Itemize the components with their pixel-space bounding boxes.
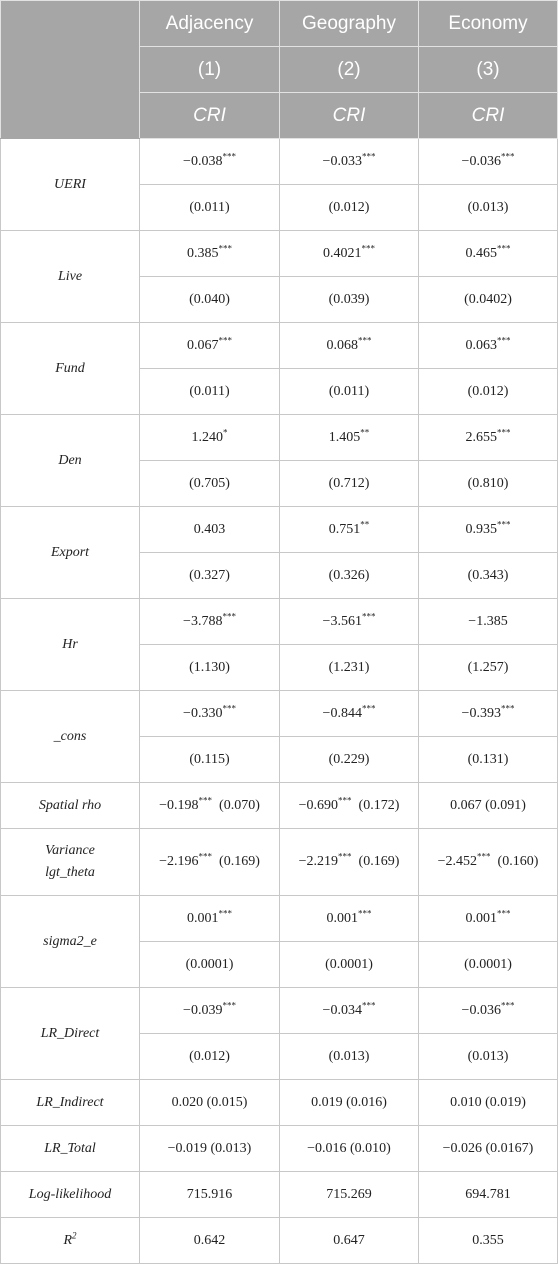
coef-cell: −3.788***	[140, 599, 280, 645]
se-cell: (0.712)	[280, 461, 419, 507]
coef-cell: 1.240*	[140, 415, 280, 461]
table-row	[1, 896, 558, 942]
row-label-live: Live	[1, 231, 140, 323]
value-cell: 0.019 (0.016)	[280, 1080, 419, 1126]
coef-cell: −0.844***	[280, 691, 419, 737]
row-label-ueri: UERI	[1, 139, 140, 231]
coef-cell: 0.067***	[140, 323, 280, 369]
row-label-export: Export	[1, 507, 140, 599]
row-label-variance-lgt-theta: Variance lgt_theta	[1, 829, 140, 896]
coef-cell: 2.655***	[419, 415, 558, 461]
se-cell: (0.040)	[140, 277, 280, 323]
table-row	[1, 599, 558, 645]
table-row	[1, 829, 558, 896]
coef-se-cell: 0.067 (0.091)	[419, 783, 558, 829]
se-cell: (0.0402)	[419, 277, 558, 323]
row-label-r-squared: $R^2$	[1, 1218, 140, 1264]
table-row	[1, 139, 558, 185]
row-label-lr-total: LR_Total	[1, 1126, 140, 1172]
row-label-lr-indirect: LR_Indirect	[1, 1080, 140, 1126]
table-row	[1, 1126, 558, 1172]
se-cell: (0.039)	[280, 277, 419, 323]
row-label-spatial-rho: Spatial rho	[1, 783, 140, 829]
value-cell: 0.355	[419, 1218, 558, 1264]
header-model-economy: Economy	[419, 1, 558, 47]
se-cell: (0.012)	[419, 369, 558, 415]
header-dependent-variable: CRI	[140, 93, 280, 139]
se-cell: (0.0001)	[419, 942, 558, 988]
coef-cell: 0.751**	[280, 507, 419, 553]
se-cell: (0.011)	[140, 369, 280, 415]
row-label-lr-direct: LR_Direct	[1, 988, 140, 1080]
se-cell: (0.810)	[419, 461, 558, 507]
coef-cell: −0.036***	[419, 988, 558, 1034]
row-label-log-likelihood: Log-likelihood	[1, 1172, 140, 1218]
coef-cell: −0.330***	[140, 691, 280, 737]
table-body	[1, 139, 558, 1264]
coef-cell: −0.033***	[280, 139, 419, 185]
row-label-hr: Hr	[1, 599, 140, 691]
coef-cell: 0.068***	[280, 323, 419, 369]
header-number: (1)	[140, 47, 280, 93]
value-cell: 0.010 (0.019)	[419, 1080, 558, 1126]
table-row	[1, 415, 558, 461]
value-cell: −0.016 (0.010)	[280, 1126, 419, 1172]
coef-cell: 0.935***	[419, 507, 558, 553]
table-row	[1, 507, 558, 553]
coef-cell: −1.385	[419, 599, 558, 645]
coef-cell: −0.034***	[280, 988, 419, 1034]
table-row	[1, 323, 558, 369]
se-cell: (0.011)	[140, 185, 280, 231]
coef-cell: −0.038***	[140, 139, 280, 185]
table-row	[1, 1172, 558, 1218]
row-label-fund: Fund	[1, 323, 140, 415]
se-cell: (0.013)	[280, 1034, 419, 1080]
header-corner	[1, 1, 140, 139]
header-number: (2)	[280, 47, 419, 93]
value-cell: 0.020 (0.015)	[140, 1080, 280, 1126]
se-cell: (0.229)	[280, 737, 419, 783]
se-cell: (0.705)	[140, 461, 280, 507]
table-row	[1, 783, 558, 829]
header-number: (3)	[419, 47, 558, 93]
se-cell: (0.012)	[140, 1034, 280, 1080]
se-cell: (0.343)	[419, 553, 558, 599]
coef-se-cell: −2.452*** (0.160)	[419, 829, 558, 896]
table-row	[1, 1218, 558, 1264]
se-cell: (1.130)	[140, 645, 280, 691]
row-label-cons: _cons	[1, 691, 140, 783]
value-cell: 0.647	[280, 1218, 419, 1264]
header-model-adjacency: Adjacency	[140, 1, 280, 47]
value-cell: 715.269	[280, 1172, 419, 1218]
table-row	[1, 988, 558, 1034]
coef-cell: 0.385***	[140, 231, 280, 277]
se-cell: (0.012)	[280, 185, 419, 231]
se-cell: (1.231)	[280, 645, 419, 691]
coef-se-cell: −2.219*** (0.169)	[280, 829, 419, 896]
value-cell: −0.026 (0.0167)	[419, 1126, 558, 1172]
header-dependent-variable: CRI	[419, 93, 558, 139]
se-cell: (0.131)	[419, 737, 558, 783]
coef-se-cell: −2.196*** (0.169)	[140, 829, 280, 896]
table-row	[1, 691, 558, 737]
se-cell: (0.327)	[140, 553, 280, 599]
se-cell: (0.011)	[280, 369, 419, 415]
se-cell: (1.257)	[419, 645, 558, 691]
se-cell: (0.0001)	[140, 942, 280, 988]
se-cell: (0.013)	[419, 1034, 558, 1080]
coef-cell: 0.403	[140, 507, 280, 553]
value-cell: 0.642	[140, 1218, 280, 1264]
se-cell: (0.013)	[419, 185, 558, 231]
coef-cell: 0.465***	[419, 231, 558, 277]
table-row	[1, 1080, 558, 1126]
se-cell: (0.115)	[140, 737, 280, 783]
coef-cell: −0.036***	[419, 139, 558, 185]
se-cell: (0.0001)	[280, 942, 419, 988]
row-label-sigma2-e: sigma2_e	[1, 896, 140, 988]
se-cell: (0.326)	[280, 553, 419, 599]
coef-cell: 0.001***	[419, 896, 558, 942]
header-model-geography: Geography	[280, 1, 419, 47]
coef-cell: 1.405**	[280, 415, 419, 461]
coef-cell: 0.063***	[419, 323, 558, 369]
value-cell: 694.781	[419, 1172, 558, 1218]
header-dependent-variable: CRI	[280, 93, 419, 139]
coef-cell: 0.001***	[140, 896, 280, 942]
row-label-den: Den	[1, 415, 140, 507]
value-cell: 715.916	[140, 1172, 280, 1218]
coef-cell: 0.001***	[280, 896, 419, 942]
table-header	[1, 1, 558, 139]
coef-se-cell: −0.690*** (0.172)	[280, 783, 419, 829]
coef-cell: −0.039***	[140, 988, 280, 1034]
coef-cell: −0.393***	[419, 691, 558, 737]
coef-cell: −3.561***	[280, 599, 419, 645]
coef-se-cell: −0.198*** (0.070)	[140, 783, 280, 829]
value-cell: −0.019 (0.013)	[140, 1126, 280, 1172]
table-row	[1, 231, 558, 277]
coef-cell: 0.4021***	[280, 231, 419, 277]
